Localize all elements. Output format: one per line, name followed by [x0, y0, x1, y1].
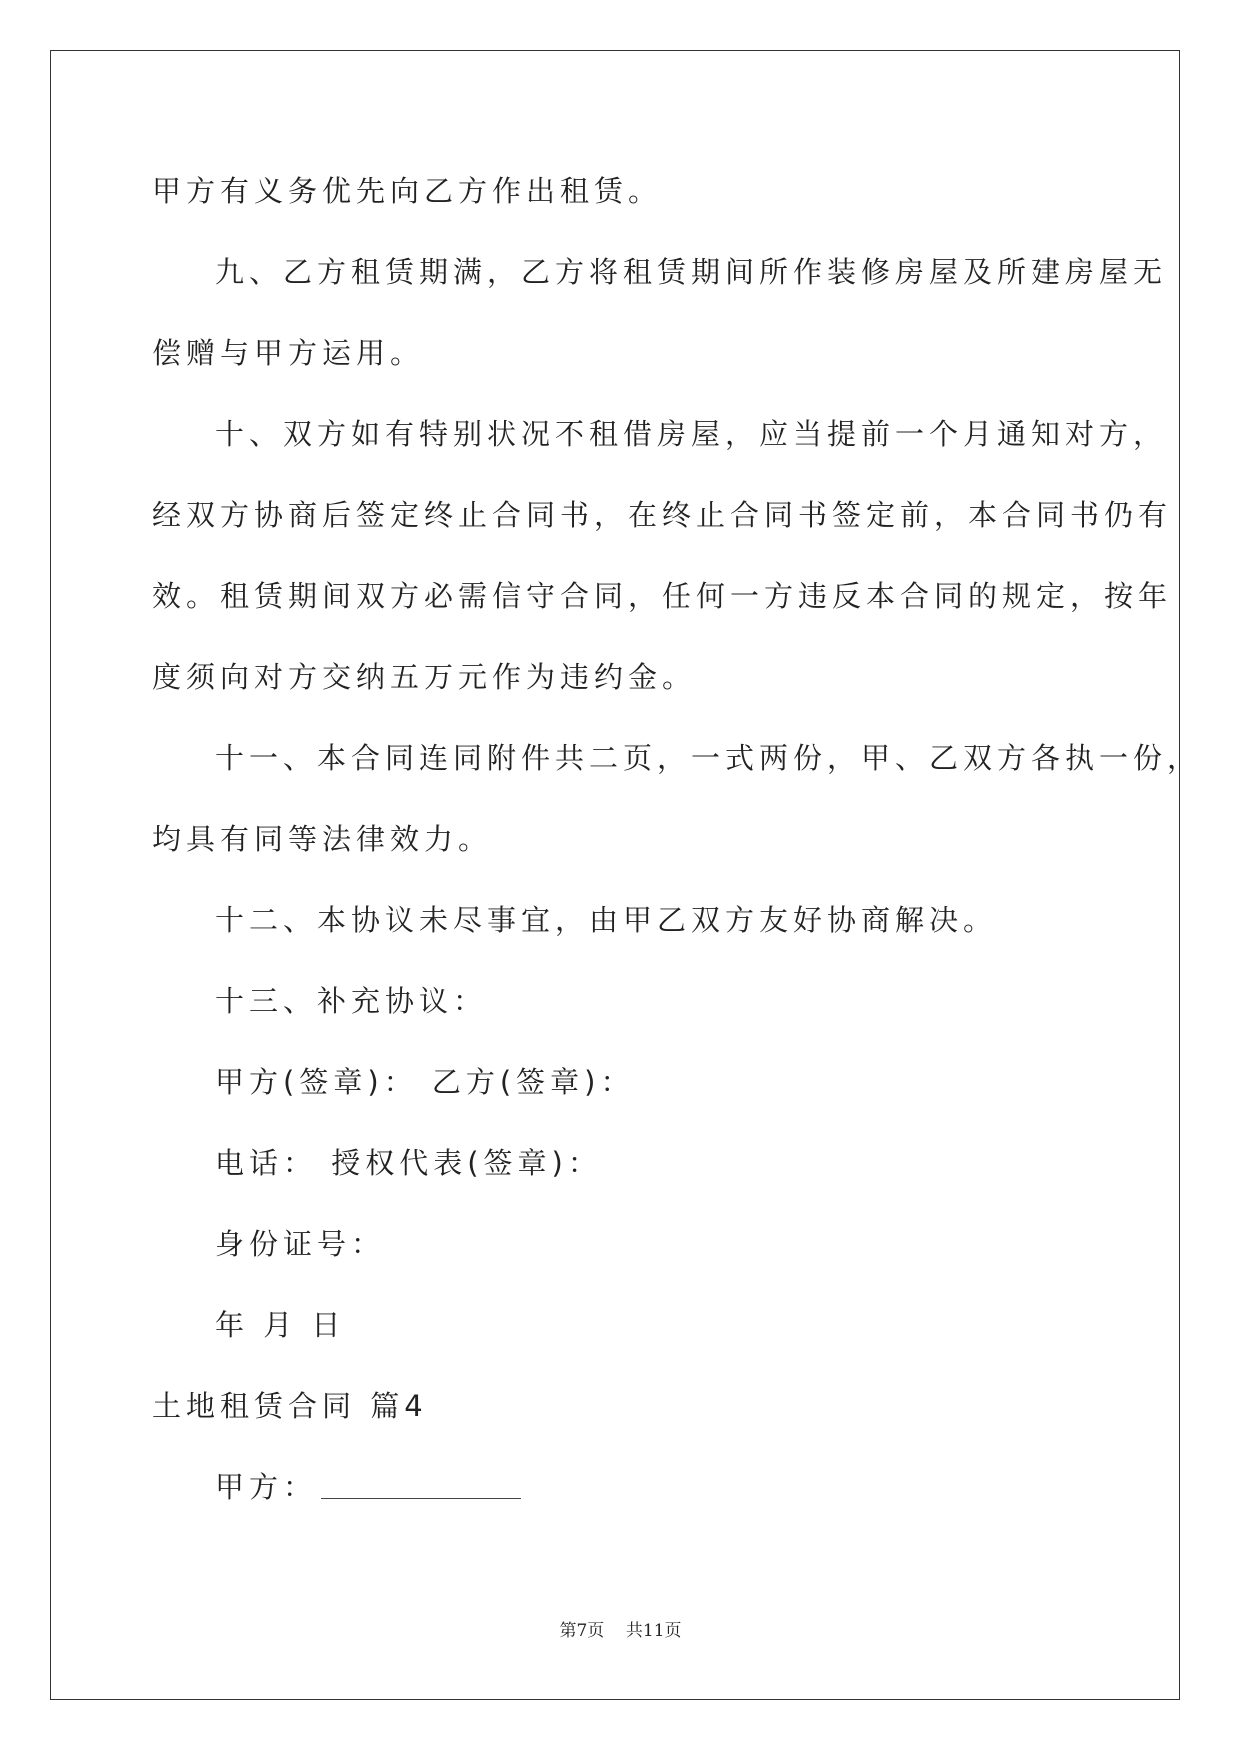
blank-field: [321, 1472, 521, 1499]
party-a-label: 甲方：: [215, 1470, 318, 1504]
paragraph-line: 甲方有义务优先向乙方作出租赁。: [152, 174, 663, 208]
paragraph-line: 均具有同等法律效力。: [152, 822, 493, 856]
paragraph-line: 效。租赁期间双方必需信守合同，任何一方违反本合同的规定，按年: [152, 579, 1173, 613]
paragraph-line: 偿赠与甲方运用。: [152, 336, 425, 370]
clause-13-line: 十三、补充协议：: [215, 984, 488, 1018]
clause-11-line: 十一、本合同连同附件共二页，一式两份，甲、乙双方各执一份，: [215, 741, 1202, 775]
party-a-line: [215, 1467, 521, 1507]
page-footer: 第7页 共11页: [559, 1621, 682, 1641]
phone-line: 电话： 授权代表(签章)：: [215, 1146, 602, 1180]
page-border: [50, 50, 1180, 1700]
section-title: 土地租赁合同 篇4: [152, 1389, 428, 1423]
signature-line: 甲方(签章)： 乙方(签章)：: [215, 1065, 635, 1099]
paragraph-line: 度须向对方交纳五万元作为违约金。: [152, 660, 697, 694]
date-line: 年 月 日: [215, 1308, 346, 1342]
clause-12-line: 十二、本协议未尽事宜，由甲乙双方友好协商解决。: [215, 903, 998, 937]
paragraph-line: 经双方协商后签定终止合同书，在终止合同书签定前，本合同书仍有: [152, 498, 1173, 532]
clause-10-line: 十、双方如有特别状况不租借房屋，应当提前一个月通知对方，: [215, 417, 1168, 451]
clause-9-line: 九、乙方租赁期满，乙方将租赁期间所作装修房屋及所建房屋无: [215, 255, 1168, 289]
id-number-line: 身份证号：: [215, 1227, 386, 1261]
